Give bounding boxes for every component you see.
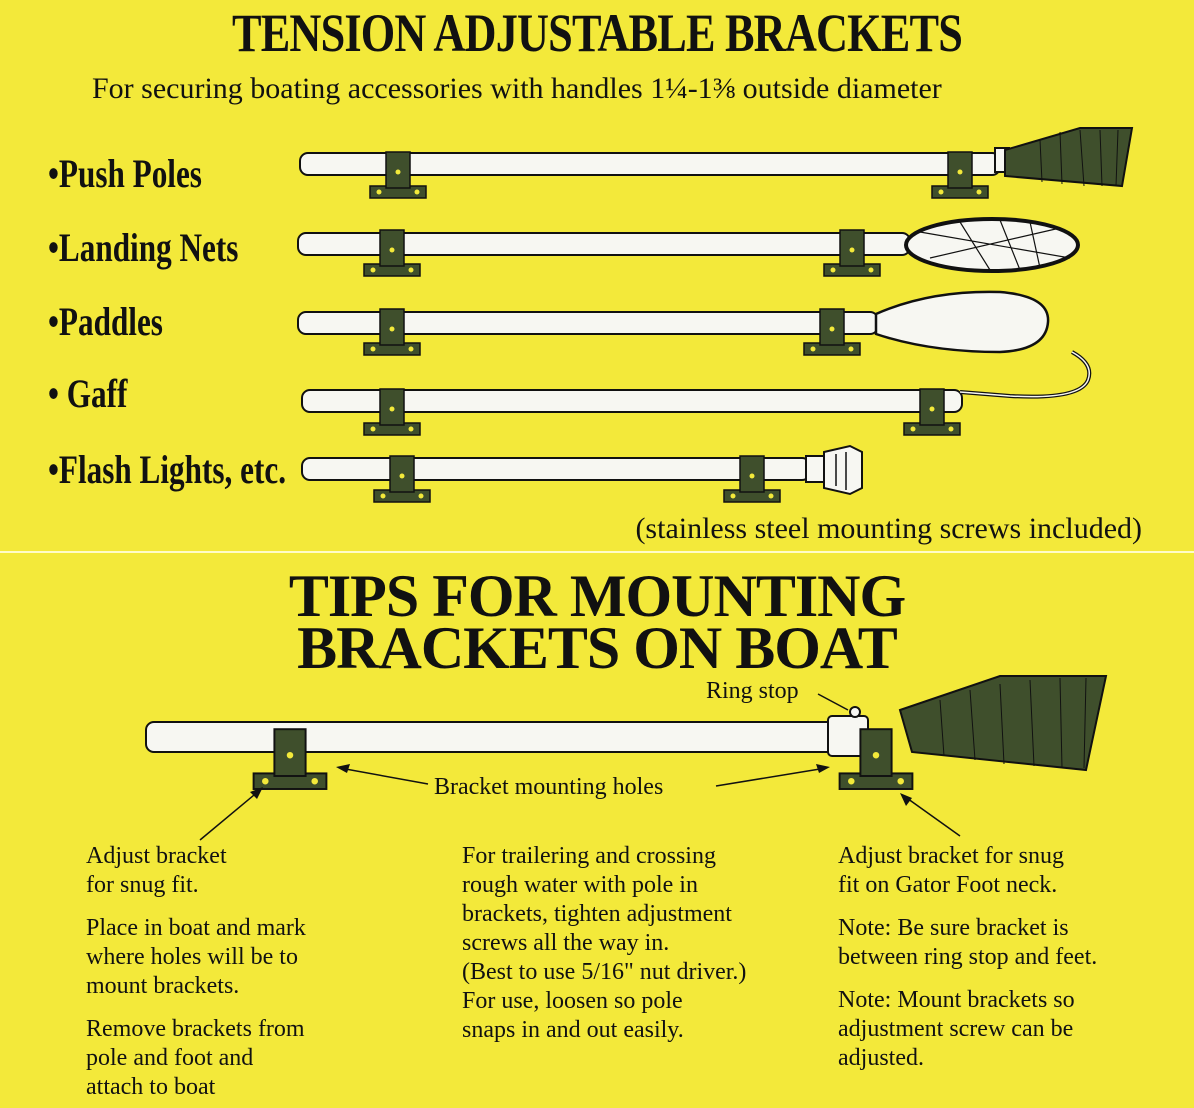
item-landing-nets: •Landing Nets: [48, 225, 239, 270]
item-flash-lights: •Flash Lights, etc.: [48, 447, 287, 492]
right-note-3: Note: Mount brackets so adjustment screw can be adjusted.: [838, 987, 1075, 1071]
middle-note-1: For trailering and crossing rough water with pole in brackets, tighten adjustment screws all the way in. (Best to use 5/16" nut driver.) For use, loosen so pole snaps in and out easily.: [462, 843, 747, 1043]
flashlight-illustration: [302, 446, 862, 502]
screws-note: (stainless steel mounting screws included): [635, 512, 1142, 545]
middle-column: [462, 842, 822, 1045]
left-note-2: Place in boat and mark where holes will be to mount brackets.: [86, 915, 306, 999]
subtitle: For securing boating accessories with handles 1¼-1⅜ outside diameter: [92, 72, 942, 105]
right-note-1: Adjust bracket for snug fit on Gator Foot neck.: [838, 843, 1064, 898]
gaff-illustration: [302, 352, 1089, 435]
left-note-1: Adjust bracket for snug fit.: [86, 843, 227, 898]
right-note-2: Note: Be sure bracket is between ring stop and feet.: [838, 915, 1098, 970]
mounting-diagram: [146, 676, 1106, 840]
ring-stop-label: Ring stop: [706, 678, 799, 704]
item-gaff: • Gaff: [48, 371, 128, 416]
landing-net-illustration: [298, 219, 1078, 276]
right-column: [838, 842, 1178, 1073]
item-paddles: •Paddles: [48, 299, 163, 344]
push-pole-illustration: [300, 128, 1132, 198]
page-title: TENSION ADJUSTABLE BRACKETS: [231, 3, 963, 63]
mounting-holes-label: Bracket mounting holes: [434, 774, 664, 800]
tips-title-line1: TIPS FOR MOUNTING: [288, 563, 906, 629]
left-column: [86, 842, 406, 1102]
tips-title-line2: BRACKETS ON BOAT: [297, 615, 897, 681]
item-push-poles: •Push Poles: [48, 151, 202, 196]
left-note-3: Remove brackets from pole and foot and attach to boat: [86, 1016, 305, 1100]
paddle-illustration: [298, 292, 1048, 355]
